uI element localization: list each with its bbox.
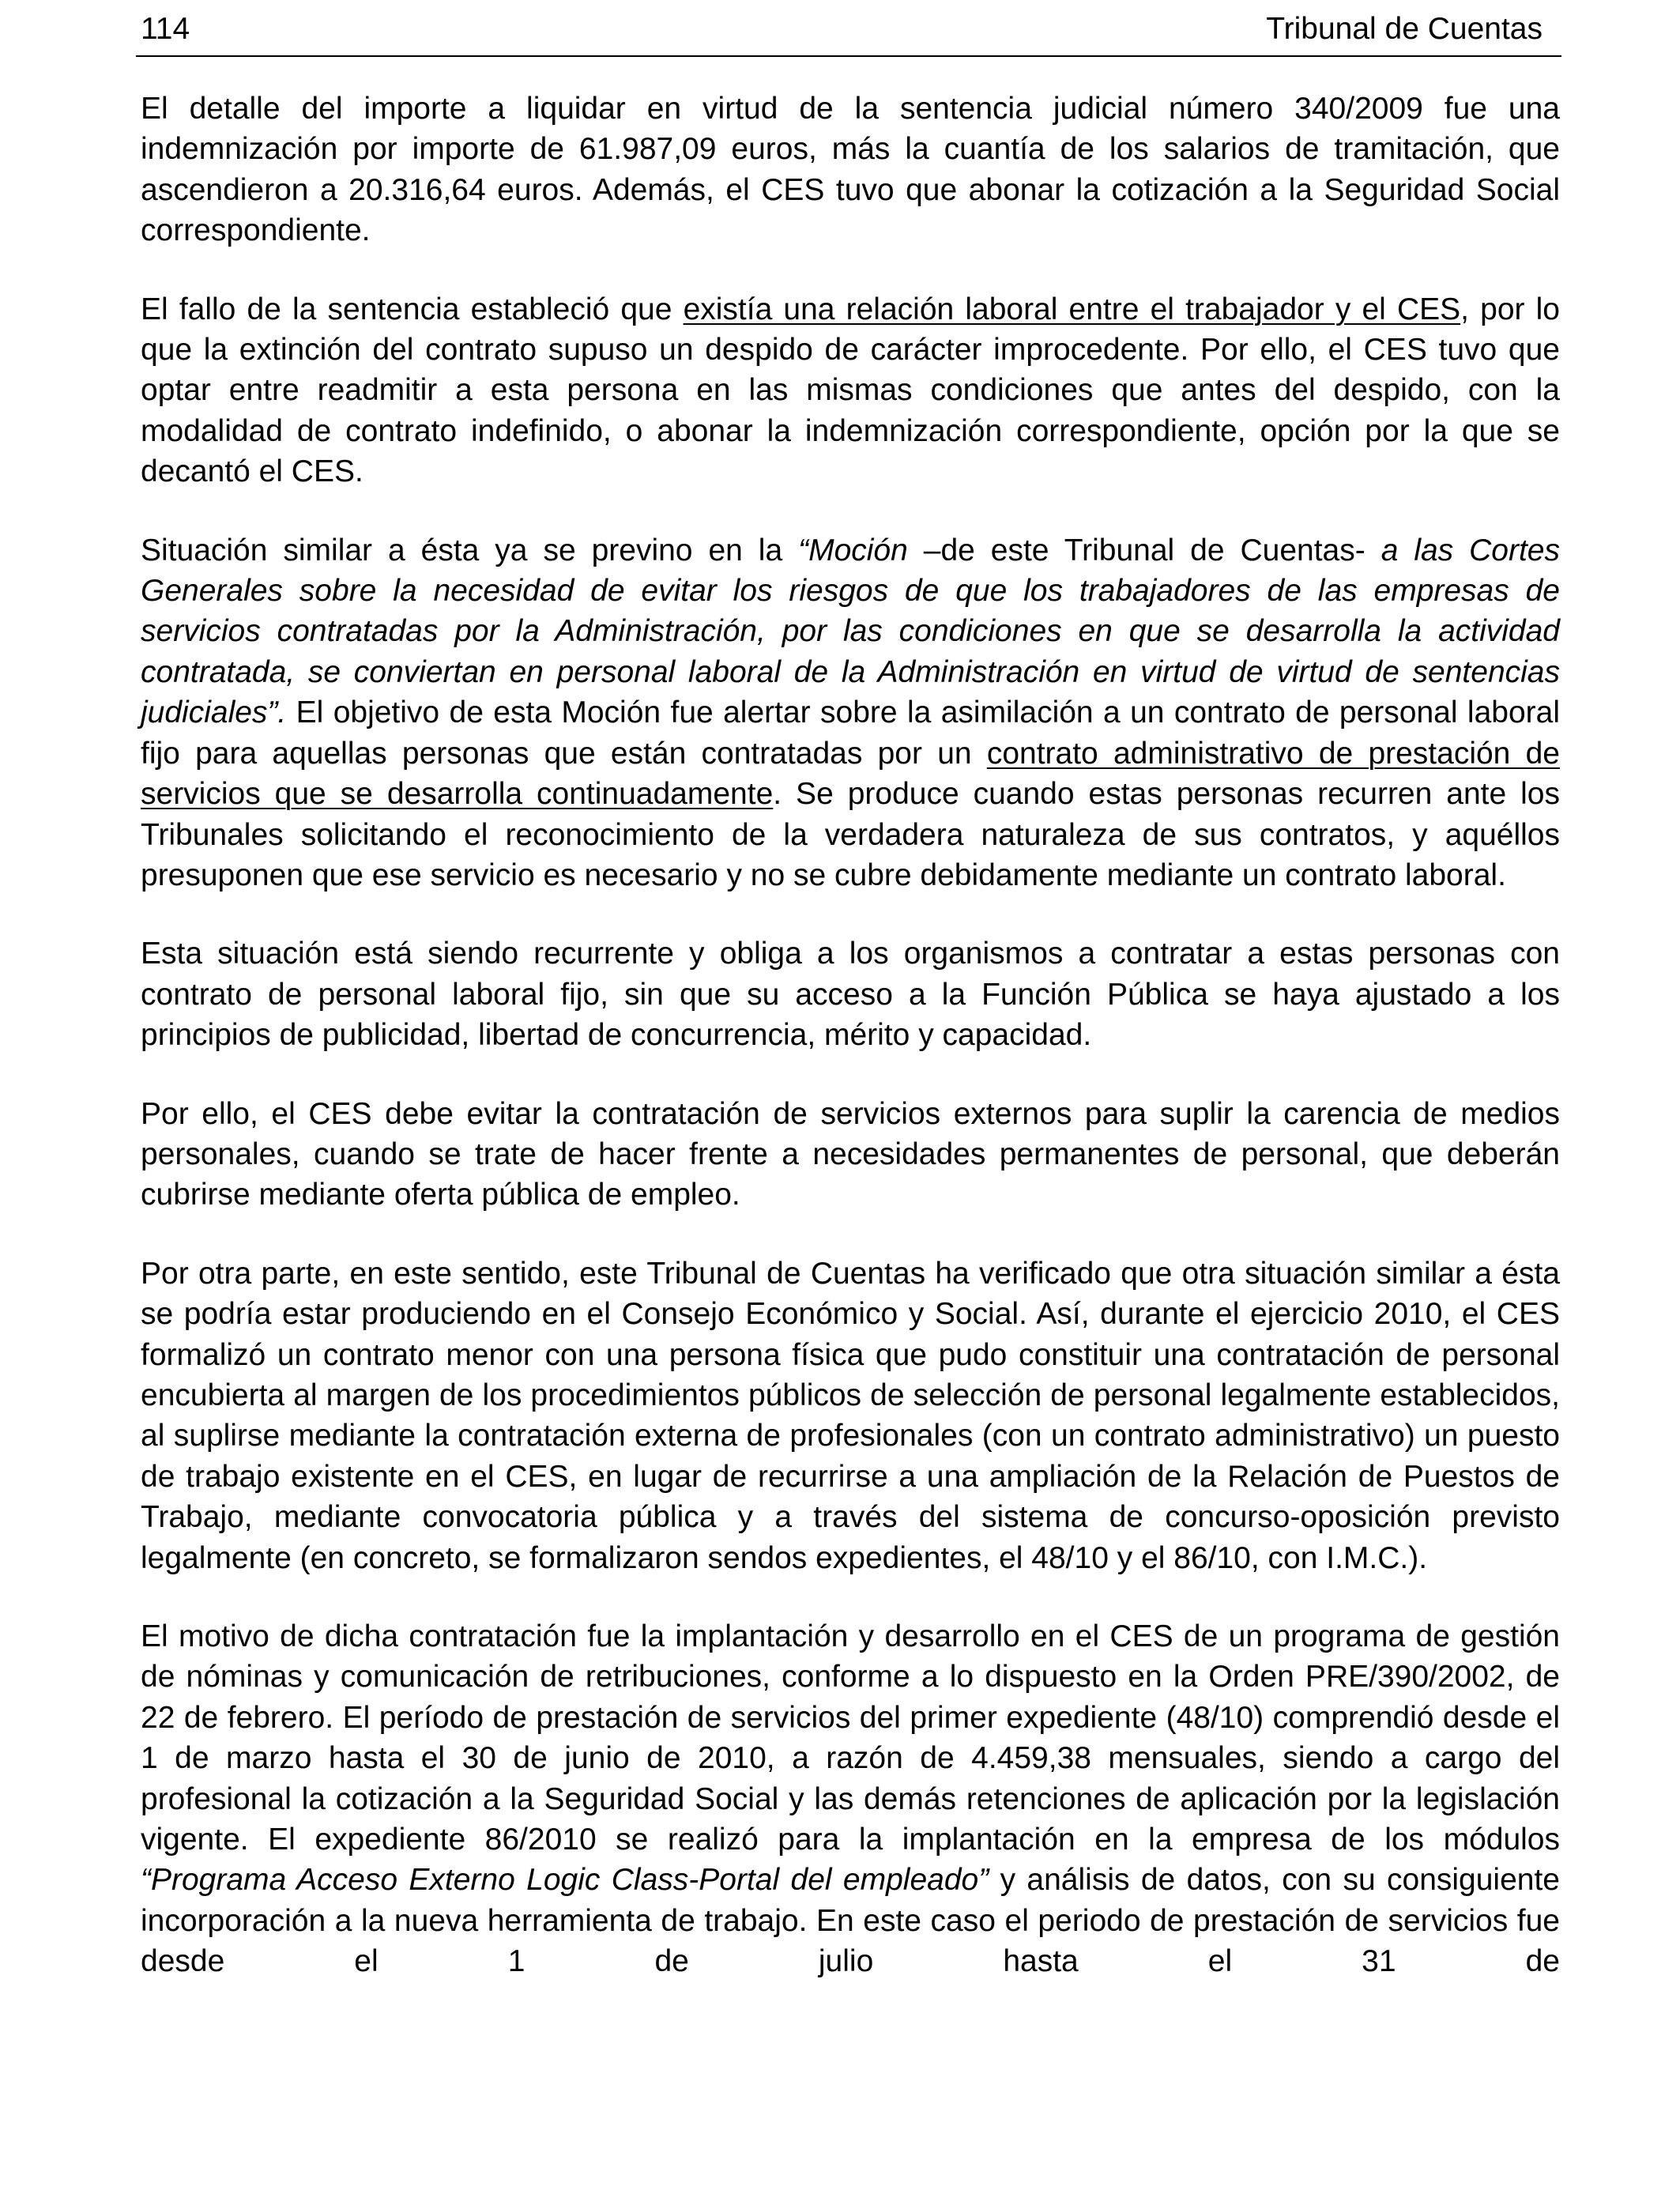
- paragraph-2: [141, 289, 1560, 492]
- paragraph-7: [141, 1616, 1560, 1982]
- paragraph-7-italic-module-name: “Programa Acceso Externo Logic Class-Portal del empleado”: [141, 1863, 989, 1898]
- paragraph-2-text-a: El fallo de la sentencia estableció que: [141, 292, 684, 326]
- page-header: [136, 6, 1561, 57]
- paragraph-1: El detalle del importe a liquidar en virtud de la sentencia judicial número 340/2009 fue una indemnización por importe de 61.987,09 euros, más la cuantía de los salarios de tramitación, que ascendieron a 20.316,64 euros. Además, el CES tuvo que abonar la cotización a la Seguridad Social correspondiente.: [141, 92, 1560, 248]
- paragraph-3-text-c: El objetivo de esta Moción fue alertar sobre la asimilación a un contrato de personal laboral fijo para aquellas personas que están contratadas por un: [141, 696, 1560, 771]
- paragraph-4: Esta situación está siendo recurrente y obliga a los organismos a contratar a estas personas con contrato de personal laboral fijo, sin que su acceso a la Función Pública se haya ajustado a los principios de publicidad, libertad de concurrencia, mérito y capacidad.: [141, 937, 1560, 1053]
- paragraph-7-text-a: El motivo de dicha contratación fue la implantación y desarrollo en el CES de un programa de gestión de nóminas y comunicación de retribuciones, conforme a lo dispuesto en la Orden PRE/390/2002, de 22 de febrero. El período de prestación de servicios del primer expediente (48/10) comprendió desde el 1 de marzo hasta el 30 de junio de 2010, a razón de 4.459,38 mensuales, siendo a cargo del profesional la cotización a la Seguridad Social y las demás retenciones de aplicación por la legislación vigente. El expediente 86/2010 se realizó para la implantación en la empresa de los módulos: [141, 1619, 1560, 1857]
- paragraph-5: Por ello, el CES debe evitar la contratación de servicios externos para suplir la carencia de medios personales, cuando se trate de hacer frente a necesidades permanentes de personal, que deberán cubrirse mediante oferta pública de empleo.: [141, 1096, 1560, 1212]
- paragraph-2-text-b: , por lo que la extinción del contrato supuso un despido de carácter improcedente. Por ello, el CES tuvo que optar entre readmitir a esta persona en las mismas condiciones que antes del despido, con la modalidad de contrato indefinido, o abonar la indemnización correspondiente, opción por la que se decantó el CES.: [141, 292, 1560, 489]
- paragraph-3-underlined-text: contrato administrativo de prestación de servicios que se desarrolla continuadamente: [141, 736, 1560, 812]
- paragraph-2-underlined-text: existía una relación laboral entre el trabajador y el CES: [683, 292, 1461, 326]
- paragraph-3: [141, 530, 1560, 896]
- document-body: [141, 89, 1560, 2020]
- paragraph-7-text-b: y análisis de datos, con su consiguiente incorporación a la nueva herramienta de trabajo. En este caso el periodo de prestación de servicios fue desde el 1 de julio hasta el 31 de: [141, 1863, 1560, 1979]
- paragraph-3-italic-title: a las Cortes Generales sobre la necesidad de evitar los riesgos de que los trabajadores de las empresas de servicios contratadas por la Administración, por las condiciones en que se desarrolla la actividad contratada, se conviertan en personal laboral de la Administración en virtud de virtud de sentencias judiciales”.: [141, 533, 1561, 730]
- paragraph-6: Por otra parte, en este sentido, este Tribunal de Cuentas ha verificado que otra situación similar a ésta se podría estar produciendo en el Consejo Económico y Social. Así, durante el ejercicio 2010, el CES formalizó un contrato menor con una persona física que pudo constituir una contratación de personal encubierta al margen de los procedimientos públicos de selección de personal legalmente establecidos, al suplirse mediante la contratación externa de profesionales (con un contrato administrativo) un puesto de trabajo existente en el CES, en lugar de recurrirse a una ampliación de la Relación de Puestos de Trabajo, mediante convocatoria pública y a través del sistema de concurso-oposición previsto legalmente (en concreto, se formalizaron sendos expedientes, el 48/10 y el 86/10, con I.M.C.).: [141, 1256, 1560, 1575]
- paragraph-3-text-a: Situación similar a ésta ya se previno en la: [141, 533, 799, 567]
- paragraph-3-italic-title-start: “Moción: [798, 533, 908, 567]
- paragraph-3-text-d: . Se produce cuando estas personas recurren ante los Tribunales solicitando el reconocimiento de la verdadera naturaleza de sus contratos, y aquéllos presuponen que ese servicio es necesario y no se cubre debidamente mediante un contrato laboral.: [141, 777, 1560, 892]
- paragraph-3-text-b: –de este Tribunal de Cuentas-: [907, 533, 1381, 567]
- running-title: Tribunal de Cuentas: [1266, 12, 1543, 46]
- page-number: 114: [141, 12, 190, 46]
